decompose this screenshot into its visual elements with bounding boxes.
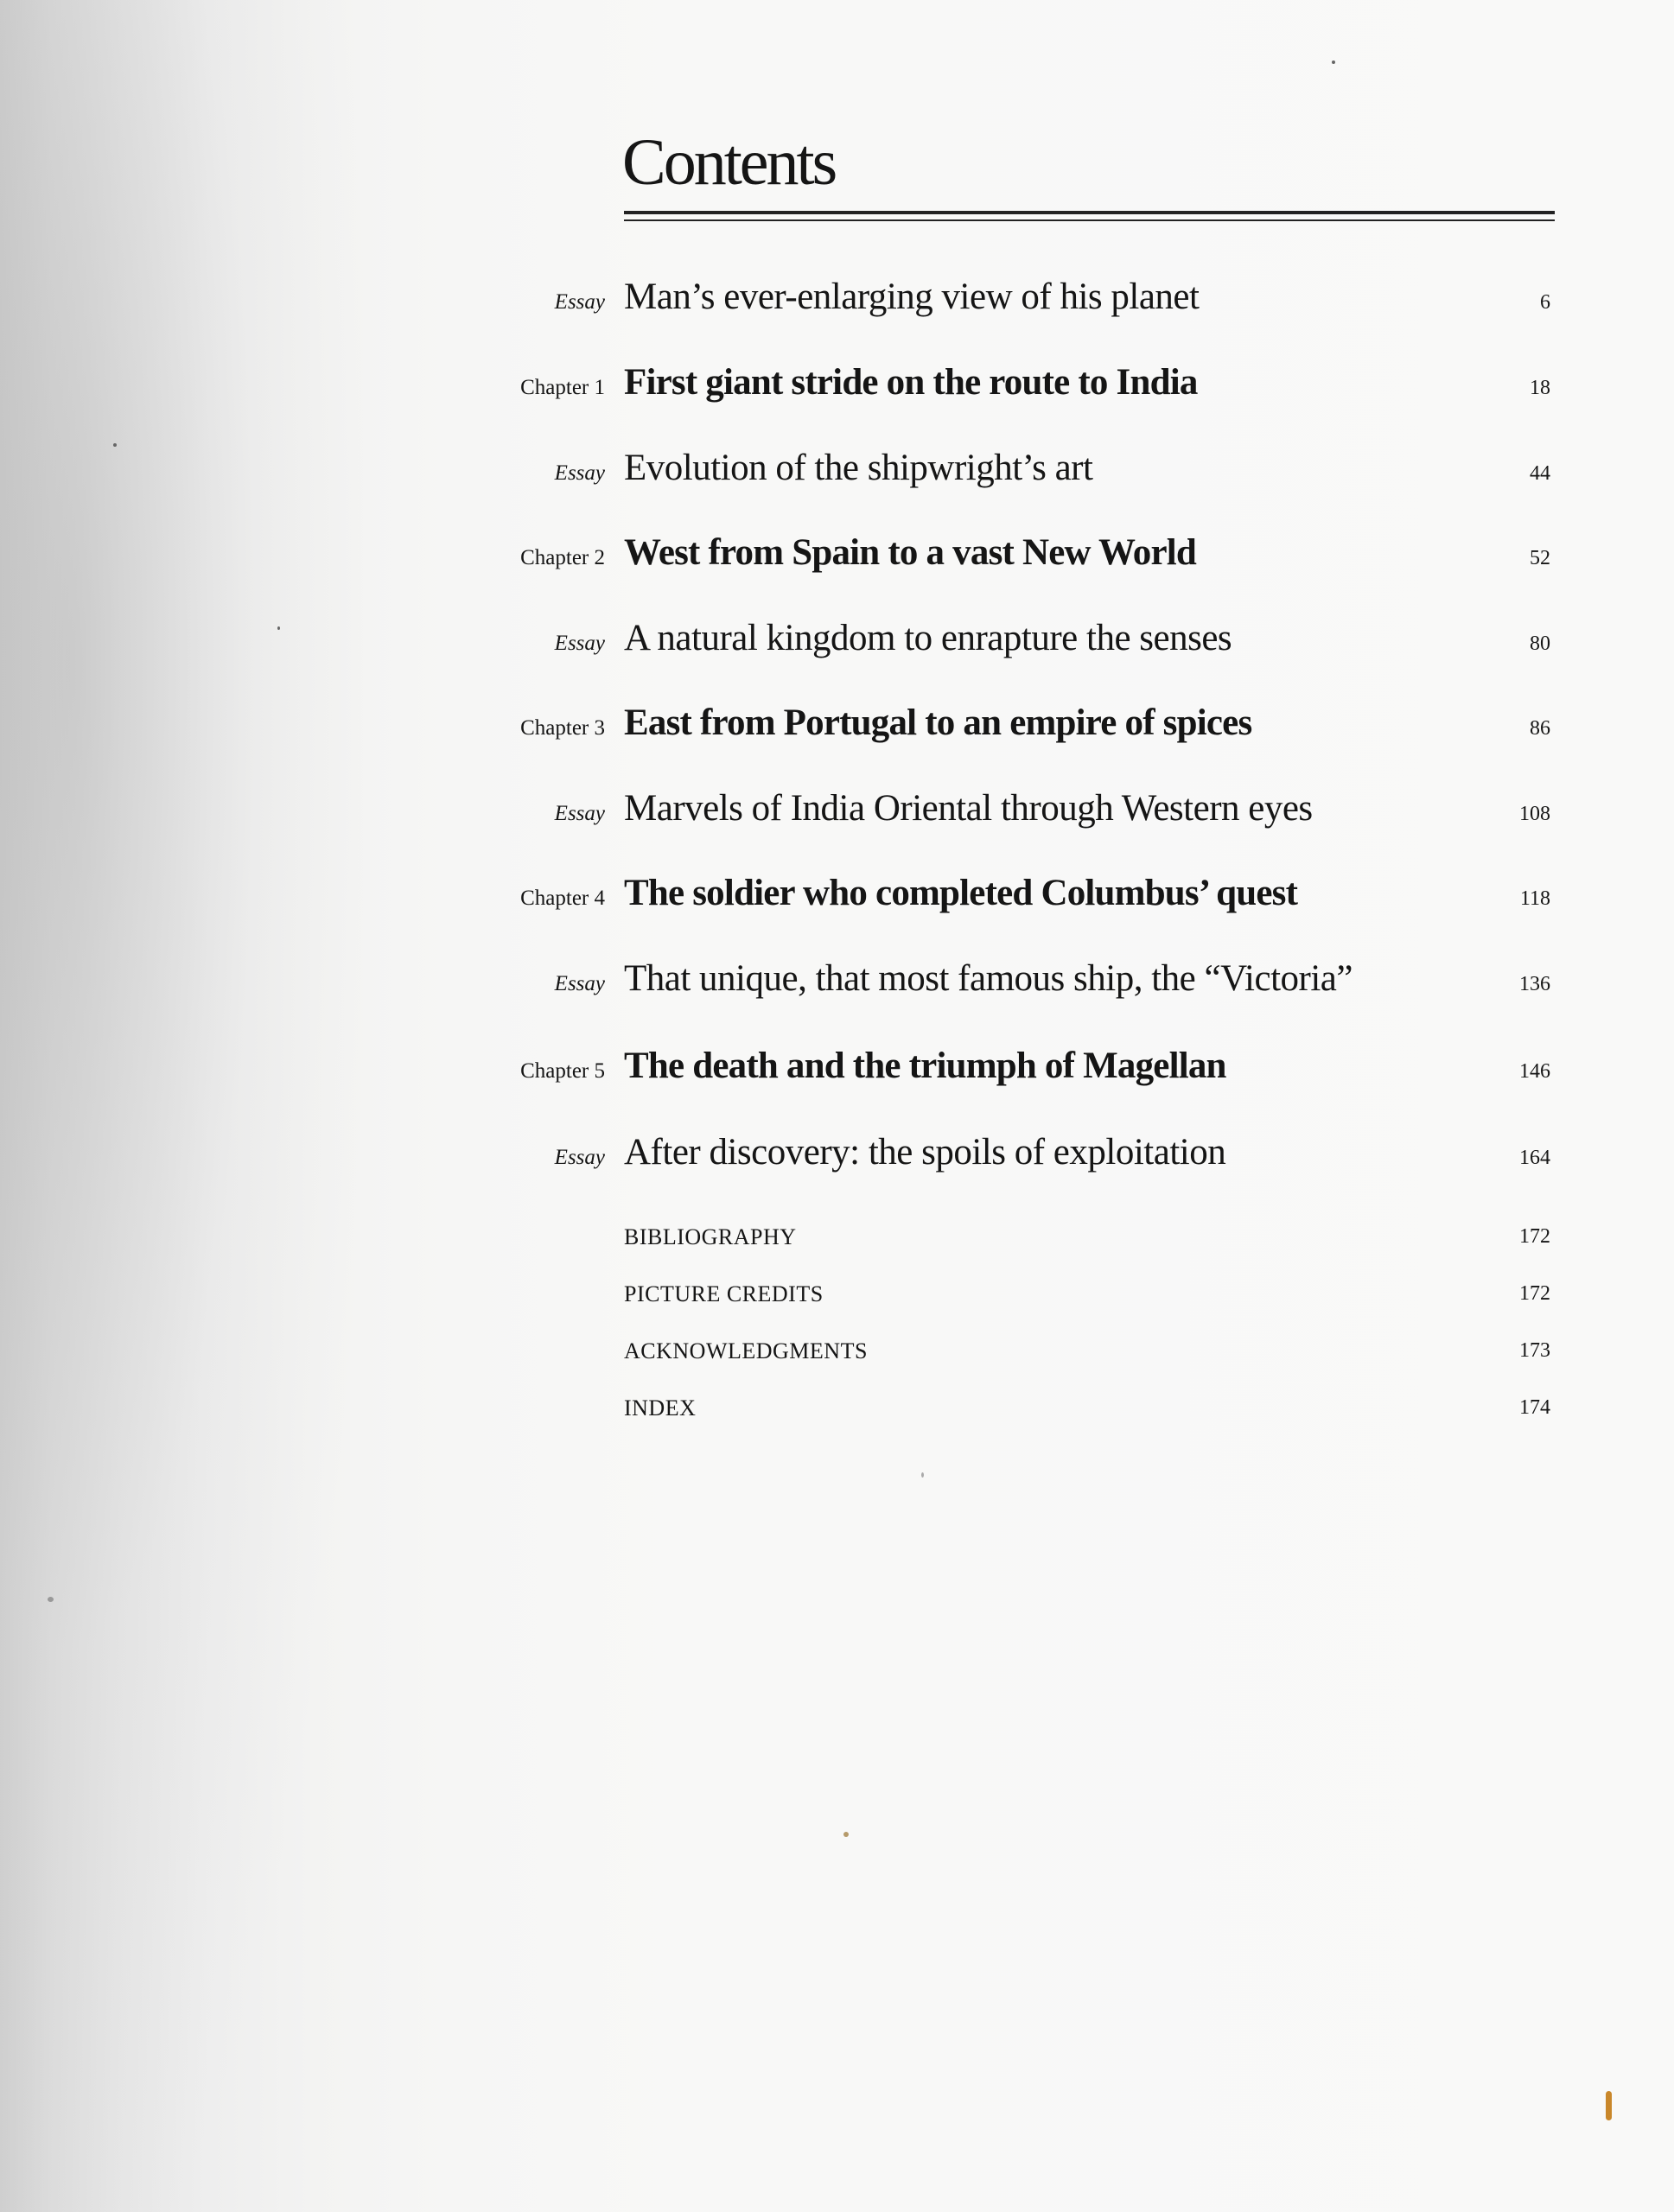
entry-kind-label: Chapter 2 — [520, 546, 605, 569]
entry-page-number: 164 — [1519, 1147, 1550, 1169]
toc-entry-essay[interactable] — [0, 268, 1674, 328]
entry-page-number: 18 — [1530, 377, 1550, 399]
entry-page-number: 44 — [1530, 462, 1550, 485]
scan-speck — [48, 1597, 54, 1602]
toc-entry-chapter[interactable] — [0, 694, 1674, 754]
back-matter-picture-credits[interactable] — [0, 1276, 1674, 1311]
entry-kind-label: Essay — [554, 632, 605, 655]
back-matter-label: BIBLIOGRAPHY — [624, 1224, 797, 1249]
entry-kind-label: Essay — [554, 1146, 605, 1169]
title-rule-thin — [624, 219, 1555, 221]
entry-page-number: 80 — [1530, 632, 1550, 655]
entry-heading: That unique, that most famous ship, the “Victoria” — [624, 958, 1353, 999]
scan-speck — [921, 1472, 924, 1478]
toc-entry-essay[interactable] — [0, 950, 1674, 1010]
entry-kind-label: Chapter 1 — [520, 376, 605, 399]
entry-page-number: 108 — [1519, 803, 1550, 825]
title-rule-thick — [624, 211, 1555, 214]
back-matter-page-number: 172 — [1519, 1225, 1550, 1248]
entry-page-number: 136 — [1519, 973, 1550, 995]
back-matter-page-number: 172 — [1519, 1282, 1550, 1305]
toc-entry-essay[interactable] — [0, 609, 1674, 670]
back-matter-bibliography[interactable] — [0, 1219, 1674, 1254]
entry-kind-label: Chapter 5 — [520, 1059, 605, 1083]
toc-entry-chapter[interactable] — [0, 353, 1674, 414]
entry-kind-label: Essay — [554, 972, 605, 995]
entry-kind-label: Essay — [554, 290, 605, 314]
entry-heading: The soldier who completed Columbus’ quest — [624, 873, 1298, 913]
toc-entry-essay[interactable] — [0, 1123, 1674, 1184]
entry-page-number: 86 — [1530, 717, 1550, 740]
entry-heading: Marvels of India Oriental through Western eyes — [624, 788, 1313, 829]
back-matter-label: ACKNOWLEDGMENTS — [624, 1338, 868, 1363]
back-matter-label: PICTURE CREDITS — [624, 1281, 824, 1306]
toc-entry-essay[interactable] — [0, 779, 1674, 840]
page-title: Contents — [622, 126, 836, 199]
toc-entry-chapter[interactable] — [0, 524, 1674, 584]
scan-speck — [1332, 60, 1335, 64]
entry-heading: Evolution of the shipwright’s art — [624, 448, 1093, 488]
entry-heading: After discovery: the spoils of exploitation — [624, 1132, 1226, 1173]
entry-page-number: 146 — [1519, 1060, 1550, 1083]
back-matter-label: INDEX — [624, 1395, 697, 1421]
entry-kind-label: Chapter 3 — [520, 716, 605, 740]
entry-page-number: 52 — [1530, 547, 1550, 569]
back-matter-page-number: 174 — [1519, 1396, 1550, 1419]
toc-entry-essay[interactable] — [0, 439, 1674, 499]
back-matter-page-number: 173 — [1519, 1339, 1550, 1362]
entry-heading: A natural kingdom to enrapture the senses — [624, 618, 1232, 658]
scan-speck — [843, 1832, 849, 1837]
entry-heading: First giant stride on the route to India — [624, 362, 1198, 403]
scan-speck — [113, 443, 117, 447]
entry-page-number: 118 — [1519, 887, 1550, 910]
entry-page-number: 6 — [1540, 291, 1550, 314]
entry-heading: East from Portugal to an empire of spices — [624, 702, 1252, 743]
entry-heading: West from Spain to a vast New World — [624, 532, 1197, 573]
entry-kind-label: Essay — [554, 461, 605, 485]
entry-heading: Man’s ever-enlarging view of his planet — [624, 276, 1200, 317]
ink-stain — [1606, 2091, 1612, 2120]
scan-speck — [277, 626, 280, 630]
entry-heading: The death and the triumph of Magellan — [624, 1046, 1226, 1086]
toc-entry-chapter[interactable] — [0, 864, 1674, 925]
entry-kind-label: Chapter 4 — [520, 887, 605, 910]
toc-entry-chapter[interactable] — [0, 1037, 1674, 1097]
back-matter-index[interactable] — [0, 1390, 1674, 1425]
back-matter-acknowledgments[interactable] — [0, 1333, 1674, 1368]
entry-kind-label: Essay — [554, 802, 605, 825]
